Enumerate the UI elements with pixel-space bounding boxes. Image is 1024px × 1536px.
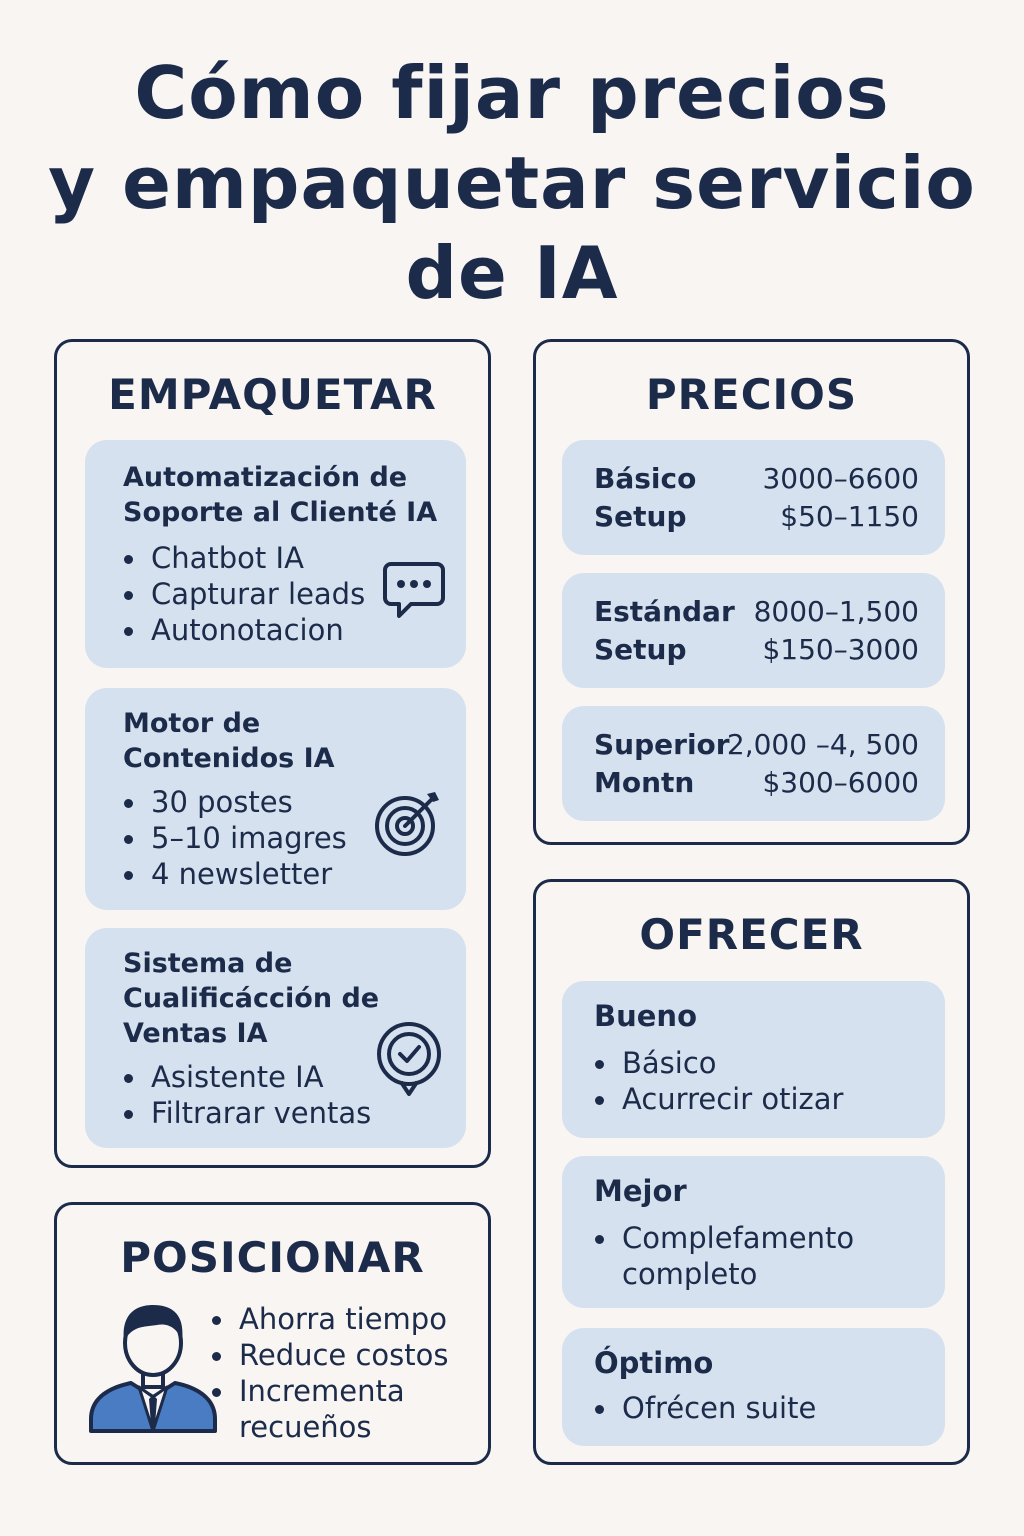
list-item: Ahorra tiempo [209,1301,479,1337]
title-line-1: Cómo fijar precios [134,51,890,135]
package-card-title-line: Ventas IA [123,1018,268,1049]
package-card-title-line: Motor de [123,708,261,739]
chat-bubble-icon [381,558,447,624]
posicionar-bullets [209,1301,479,1445]
list-item: 30 postes [121,784,347,820]
tier-price: 2,000 –4, 500 [726,728,919,761]
offer-bullets [592,1390,816,1426]
ofrecer-heading: OFRECER [639,910,864,959]
list-item: Capturar leads [121,576,365,612]
businessman-icon [87,1297,219,1437]
offer-name: Óptimo [594,1346,714,1380]
package-card-bullets [121,540,365,648]
setup-label: Setup [594,500,687,533]
setup-row [594,764,919,802]
tier-price: 8000–1,500 [753,595,919,628]
empaquetar-heading: EMPAQUETAR [108,370,437,419]
list-item: Complefamento completo [592,1220,892,1292]
ofrecer-panel [533,879,970,1465]
posicionar-heading: POSICIONAR [120,1233,425,1282]
price-row [594,460,919,498]
list-item: Filtrarar ventas [121,1095,371,1131]
setup-price: $150–3000 [762,633,919,666]
posicionar-panel [54,1202,491,1465]
setup-price: $50–1150 [780,500,919,533]
package-card-bullets [121,784,347,892]
badge-check-icon [371,1020,447,1096]
offer-name: Mejor [594,1174,687,1208]
list-item: 5–10 imagres [121,820,347,856]
list-item: Incrementa recueños [209,1373,479,1445]
price-tier-basico [562,440,945,555]
package-card-bullets [121,1059,371,1131]
offer-card-mejor [562,1156,945,1308]
list-item: Básico [592,1045,843,1081]
package-card-title [123,946,379,1051]
setup-row [594,498,919,536]
setup-price: $300–6000 [762,766,919,799]
package-card-title [123,460,437,530]
price-row [594,593,919,631]
setup-row [594,631,919,669]
precios-heading: PRECIOS [645,370,858,419]
list-item: Chatbot IA [121,540,365,576]
offer-card-optimo [562,1328,945,1446]
list-item: 4 newsletter [121,856,347,892]
tier-name: Estándar [594,595,735,628]
tier-price: 3000–6600 [762,462,919,495]
offer-name: Bueno [594,999,697,1033]
page-title [0,48,1024,318]
empaquetar-panel [54,339,491,1168]
setup-label: Montn [594,766,695,799]
offer-bullets [592,1220,892,1292]
package-card-title-line: Contenidos IA [123,743,335,774]
package-card-title [123,706,335,776]
price-tier-estandar [562,573,945,688]
title-line-3: de IA [405,231,619,315]
offer-bullets [592,1045,843,1117]
offer-card-bueno [562,981,945,1138]
price-tier-superior [562,706,945,821]
list-item: Asistente IA [121,1059,371,1095]
list-item: Ofrécen suite [592,1390,816,1426]
package-card-sales [85,928,466,1148]
package-card-title-line: Automatización de [123,462,408,493]
package-card-content [85,688,466,910]
list-item: Autonotacion [121,612,365,648]
target-arrow-icon [373,788,445,860]
title-line-2: y empaquetar servicio [48,141,976,225]
package-card-title-line: Sistema de [123,948,293,979]
list-item: Reduce costos [209,1337,479,1373]
tier-name: Superior [594,728,730,761]
setup-label: Setup [594,633,687,666]
price-row [594,726,919,764]
package-card-title-line: Cualificácción de [123,983,380,1014]
tier-name: Básico [594,462,697,495]
package-card-support [85,440,466,668]
precios-panel [533,339,970,845]
list-item: Acurrecir otizar [592,1081,843,1117]
package-card-title-line: Soporte al Clienté IA [123,497,438,528]
